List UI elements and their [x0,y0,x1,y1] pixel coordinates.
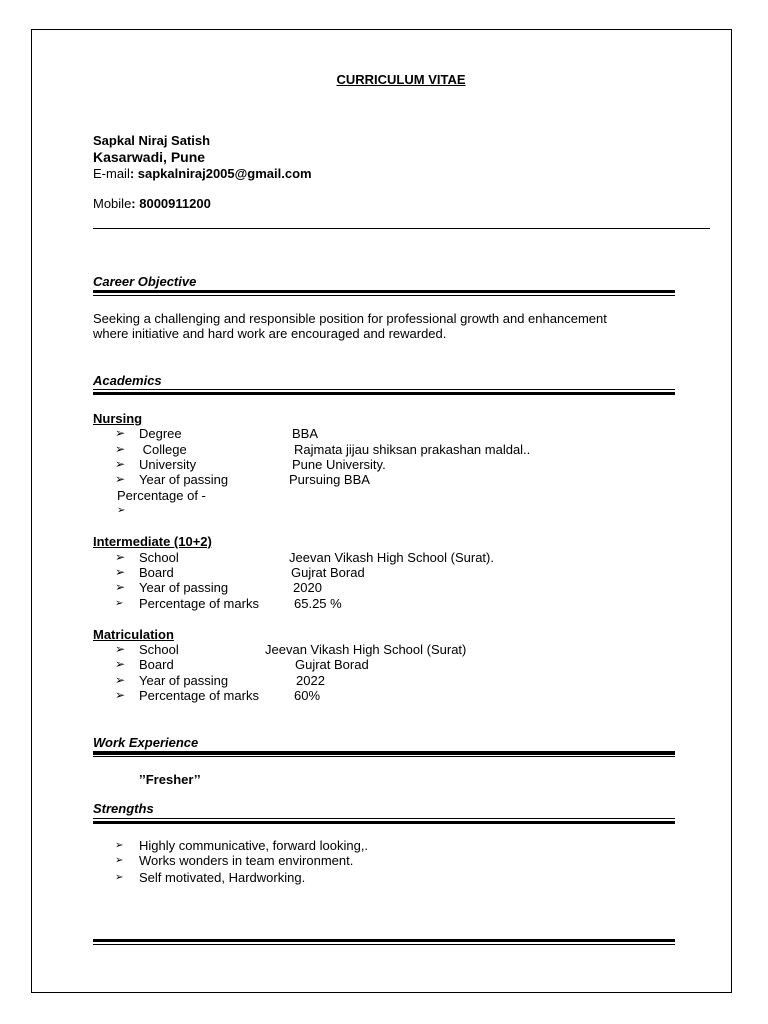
strengths-rule [93,818,675,819]
nursing-row-label: University [139,457,197,472]
work-experience-heading: Work Experience [93,735,199,750]
matriculation-row-label: Percentage of marks [139,688,259,703]
mobile-line [93,196,211,211]
bullet-icon: ➢ [115,673,126,687]
strength-item: Self motivated, Hardworking. [139,870,306,885]
nursing-row-label: Degree [139,426,182,441]
matriculation-row-label: Year of passing [139,673,229,688]
candidate-name: Sapkal Niraj Satish [93,133,211,148]
nursing-row-label: Year of passing [139,472,229,487]
matriculation-heading: Matriculation [93,627,174,642]
matriculation-row-label: Board [139,657,174,672]
nursing-heading: Nursing [93,411,143,426]
document-title: CURRICULUM VITAE [336,72,466,87]
bullet-icon: ➢ [115,642,126,656]
email-line [93,166,312,181]
bullet-icon: ➢ [115,688,126,702]
intermediate-row-value: 65.25 % [294,596,342,611]
bullet-icon: ➢ [115,872,124,883]
intermediate-row-value: Jeevan Vikash High School (Surat). [289,550,494,565]
nursing-row-label: College [139,442,187,457]
bullet-icon: ➢ [115,442,126,456]
header-divider [93,228,710,229]
bullet-icon: ➢ [115,840,124,851]
bullet-icon: ➢ [115,565,126,579]
nursing-row-value: BBA [292,426,319,441]
mobile-label: Mobile [93,196,132,211]
candidate-location: Kasarwadi, Pune [93,149,206,165]
career-objective-heading: Career Objective [93,274,197,289]
career-objective-rule [93,290,675,293]
mobile-value: : 8000911200 [131,196,211,211]
bullet-icon: ➢ [115,657,126,671]
strength-item: Works wonders in team environment. [139,853,354,868]
bullet-icon: ➢ [117,505,126,516]
bullet-icon: ➢ [115,855,124,866]
work-experience-value: ’’Fresher’’ [139,772,201,787]
objective-line-2: where initiative and hard work are encouraged and rewarded. [93,326,447,341]
bullet-icon: ➢ [115,472,126,486]
nursing-row-value: Pursuing BBA [289,472,370,487]
academics-heading: Academics [93,373,162,388]
footer-rule [93,939,675,942]
strengths-heading: Strengths [93,801,154,816]
work-experience-rule [93,751,675,755]
nursing-percentage-label: Percentage of - [117,488,206,503]
intermediate-row-label: Percentage of marks [139,596,259,611]
email-value: : sapkalniraj2005@gmail.com [129,166,312,181]
intermediate-row-label: School [139,550,179,565]
matriculation-row-value: 60% [294,688,321,703]
academics-rule [93,389,675,390]
intermediate-row-label: Year of passing [139,580,229,595]
email-label: E-mail [93,166,130,181]
bullet-icon: ➢ [115,550,126,564]
matriculation-row-label: School [139,642,179,657]
bullet-icon: ➢ [115,426,126,440]
bullet-icon: ➢ [115,580,126,594]
matriculation-row-value: 2022 [296,673,325,688]
nursing-row-value: Pune University. [292,457,386,472]
intermediate-row-label: Board [139,565,174,580]
strength-item: Highly communicative, forward looking,. [139,838,369,853]
matriculation-row-value: Jeevan Vikash High School (Surat) [265,642,467,657]
intermediate-heading: Intermediate (10+2) [93,534,212,549]
intermediate-row-value: 2020 [293,580,322,595]
intermediate-row-value: Gujrat Borad [291,565,365,580]
matriculation-row-value: Gujrat Borad [295,657,369,672]
bullet-icon: ➢ [115,598,124,609]
bullet-icon: ➢ [115,457,126,471]
objective-line-1: Seeking a challenging and responsible position for professional growth and enhancement [93,311,607,326]
nursing-row-value: Rajmata jijau shiksan prakashan maldal.. [294,442,531,457]
